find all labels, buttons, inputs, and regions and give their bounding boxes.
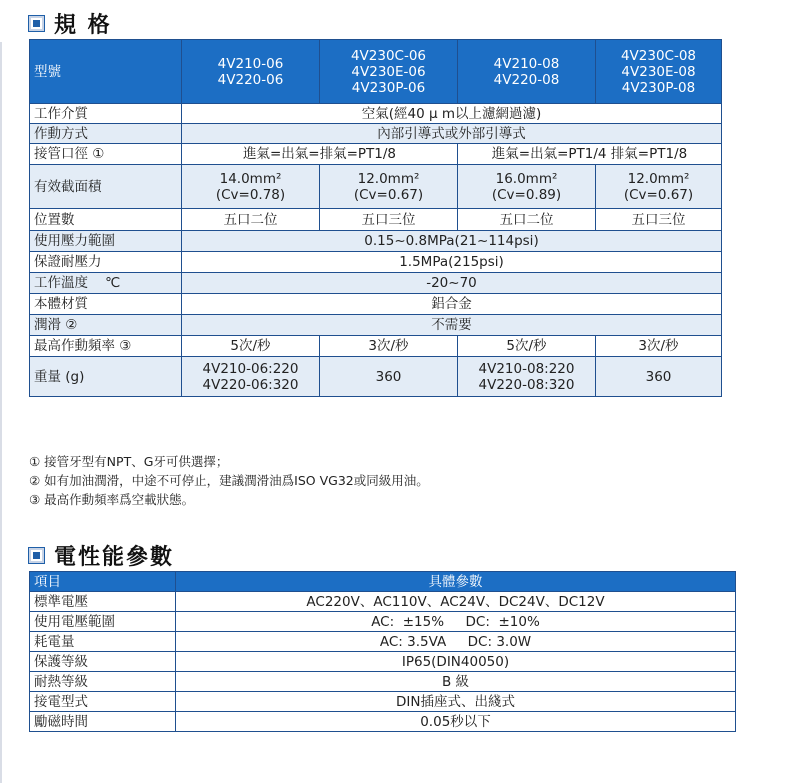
row-label: 耗電量	[30, 632, 176, 652]
header-col-2: 4V230C-06 4V230E-06 4V230P-06	[320, 40, 458, 104]
table-row	[30, 692, 736, 712]
row-label: 使用壓力範圍	[30, 231, 182, 252]
row-value: 5次/秒	[182, 336, 320, 357]
table-row	[30, 712, 736, 732]
footnotes	[29, 452, 429, 509]
row-value: IP65(DIN40050)	[176, 652, 736, 672]
table-row	[30, 357, 722, 397]
row-label: 最高作動頻率 ③	[30, 336, 182, 357]
row-value: 五口三位	[320, 209, 458, 231]
row-label: 位置數	[30, 209, 182, 231]
row-value: 五口二位	[458, 209, 596, 231]
row-label: 工作溫度 ℃	[30, 273, 182, 294]
row-value: 五口二位	[182, 209, 320, 231]
row-value: 12.0mm² (Cv=0.67)	[320, 165, 458, 209]
row-label: 工作介質	[30, 104, 182, 124]
row-value: 3次/秒	[596, 336, 722, 357]
row-label: 接管口徑 ①	[30, 144, 182, 165]
table-row	[30, 294, 722, 315]
electrical-title: 電性能參數	[54, 545, 175, 570]
row-value: -20~70	[182, 273, 722, 294]
row-value: 5次/秒	[458, 336, 596, 357]
electrical-table	[29, 571, 736, 732]
table-row	[30, 336, 722, 357]
row-value: 進氣=出氣=PT1/4 排氣=PT1/8	[458, 144, 722, 165]
table-row	[30, 652, 736, 672]
table-row	[30, 209, 722, 231]
row-value: 4V210-08:220 4V220-08:320	[458, 357, 596, 397]
table-row	[30, 231, 722, 252]
spec-section-heading	[29, 8, 112, 39]
row-label: 潤滑 ②	[30, 315, 182, 336]
row-value: AC: ±15% DC: ±10%	[176, 612, 736, 632]
footnote-1: ① 接管牙型有NPT、G牙可供選擇；	[29, 454, 229, 469]
row-value: 進氣=出氣=排氣=PT1/8	[182, 144, 458, 165]
row-value: 鋁合金	[182, 294, 722, 315]
row-value: B 級	[176, 672, 736, 692]
electrical-header-row	[30, 572, 736, 592]
row-label: 重量 (g)	[30, 357, 182, 397]
row-value: 3次/秒	[320, 336, 458, 357]
row-value: 1.5MPa(215psi)	[182, 252, 722, 273]
row-label: 接電型式	[30, 692, 176, 712]
row-value: 空氣(經40 μ m以上濾網過濾)	[182, 104, 722, 124]
row-value: AC: 3.5VA DC: 3.0W	[176, 632, 736, 652]
table-row	[30, 632, 736, 652]
table-row	[30, 144, 722, 165]
header-model: 型號	[30, 40, 182, 104]
row-value: 360	[596, 357, 722, 397]
row-label: 標準電壓	[30, 592, 176, 612]
row-label: 作動方式	[30, 124, 182, 144]
footnote-2: ② 如有加油潤滑，中途不可停止，建議潤滑油爲ISO VG32或同級用油。	[29, 473, 429, 488]
row-label: 耐熱等級	[30, 672, 176, 692]
row-value: 內部引導式或外部引導式	[182, 124, 722, 144]
left-border-line	[0, 42, 2, 783]
header-col-1: 4V210-06 4V220-06	[182, 40, 320, 104]
table-row	[30, 273, 722, 294]
electrical-section-heading	[29, 540, 174, 571]
spec-table	[29, 39, 722, 397]
table-row	[30, 315, 722, 336]
square-bullet-icon	[29, 548, 44, 563]
row-value: 4V210-06:220 4V220-06:320	[182, 357, 320, 397]
table-row	[30, 592, 736, 612]
header-item: 項目	[30, 572, 176, 592]
row-value: 五口三位	[596, 209, 722, 231]
row-value: 0.05秒以下	[176, 712, 736, 732]
table-row	[30, 104, 722, 124]
square-bullet-icon	[29, 16, 44, 31]
table-row	[30, 165, 722, 209]
row-value: 12.0mm² (Cv=0.67)	[596, 165, 722, 209]
table-row	[30, 124, 722, 144]
row-label: 勵磁時間	[30, 712, 176, 732]
row-label: 保證耐壓力	[30, 252, 182, 273]
row-label: 保護等級	[30, 652, 176, 672]
row-label: 使用電壓範圍	[30, 612, 176, 632]
table-row	[30, 612, 736, 632]
spec-title: 規 格	[54, 13, 112, 38]
table-row	[30, 252, 722, 273]
row-label: 有效截面積	[30, 165, 182, 209]
row-value: 不需要	[182, 315, 722, 336]
row-value: AC220V、AC110V、AC24V、DC24V、DC12V	[176, 592, 736, 612]
spec-header-row	[30, 40, 722, 104]
header-col-4: 4V230C-08 4V230E-08 4V230P-08	[596, 40, 722, 104]
row-value: 360	[320, 357, 458, 397]
row-label: 本體材質	[30, 294, 182, 315]
table-row	[30, 672, 736, 692]
header-params: 具體參數	[176, 572, 736, 592]
row-value: DIN插座式、出綫式	[176, 692, 736, 712]
row-value: 14.0mm² (Cv=0.78)	[182, 165, 320, 209]
footnote-3: ③ 最高作動頻率爲空載狀態。	[29, 492, 195, 507]
row-value: 0.15~0.8MPa(21~114psi)	[182, 231, 722, 252]
row-value: 16.0mm² (Cv=0.89)	[458, 165, 596, 209]
header-col-3: 4V210-08 4V220-08	[458, 40, 596, 104]
